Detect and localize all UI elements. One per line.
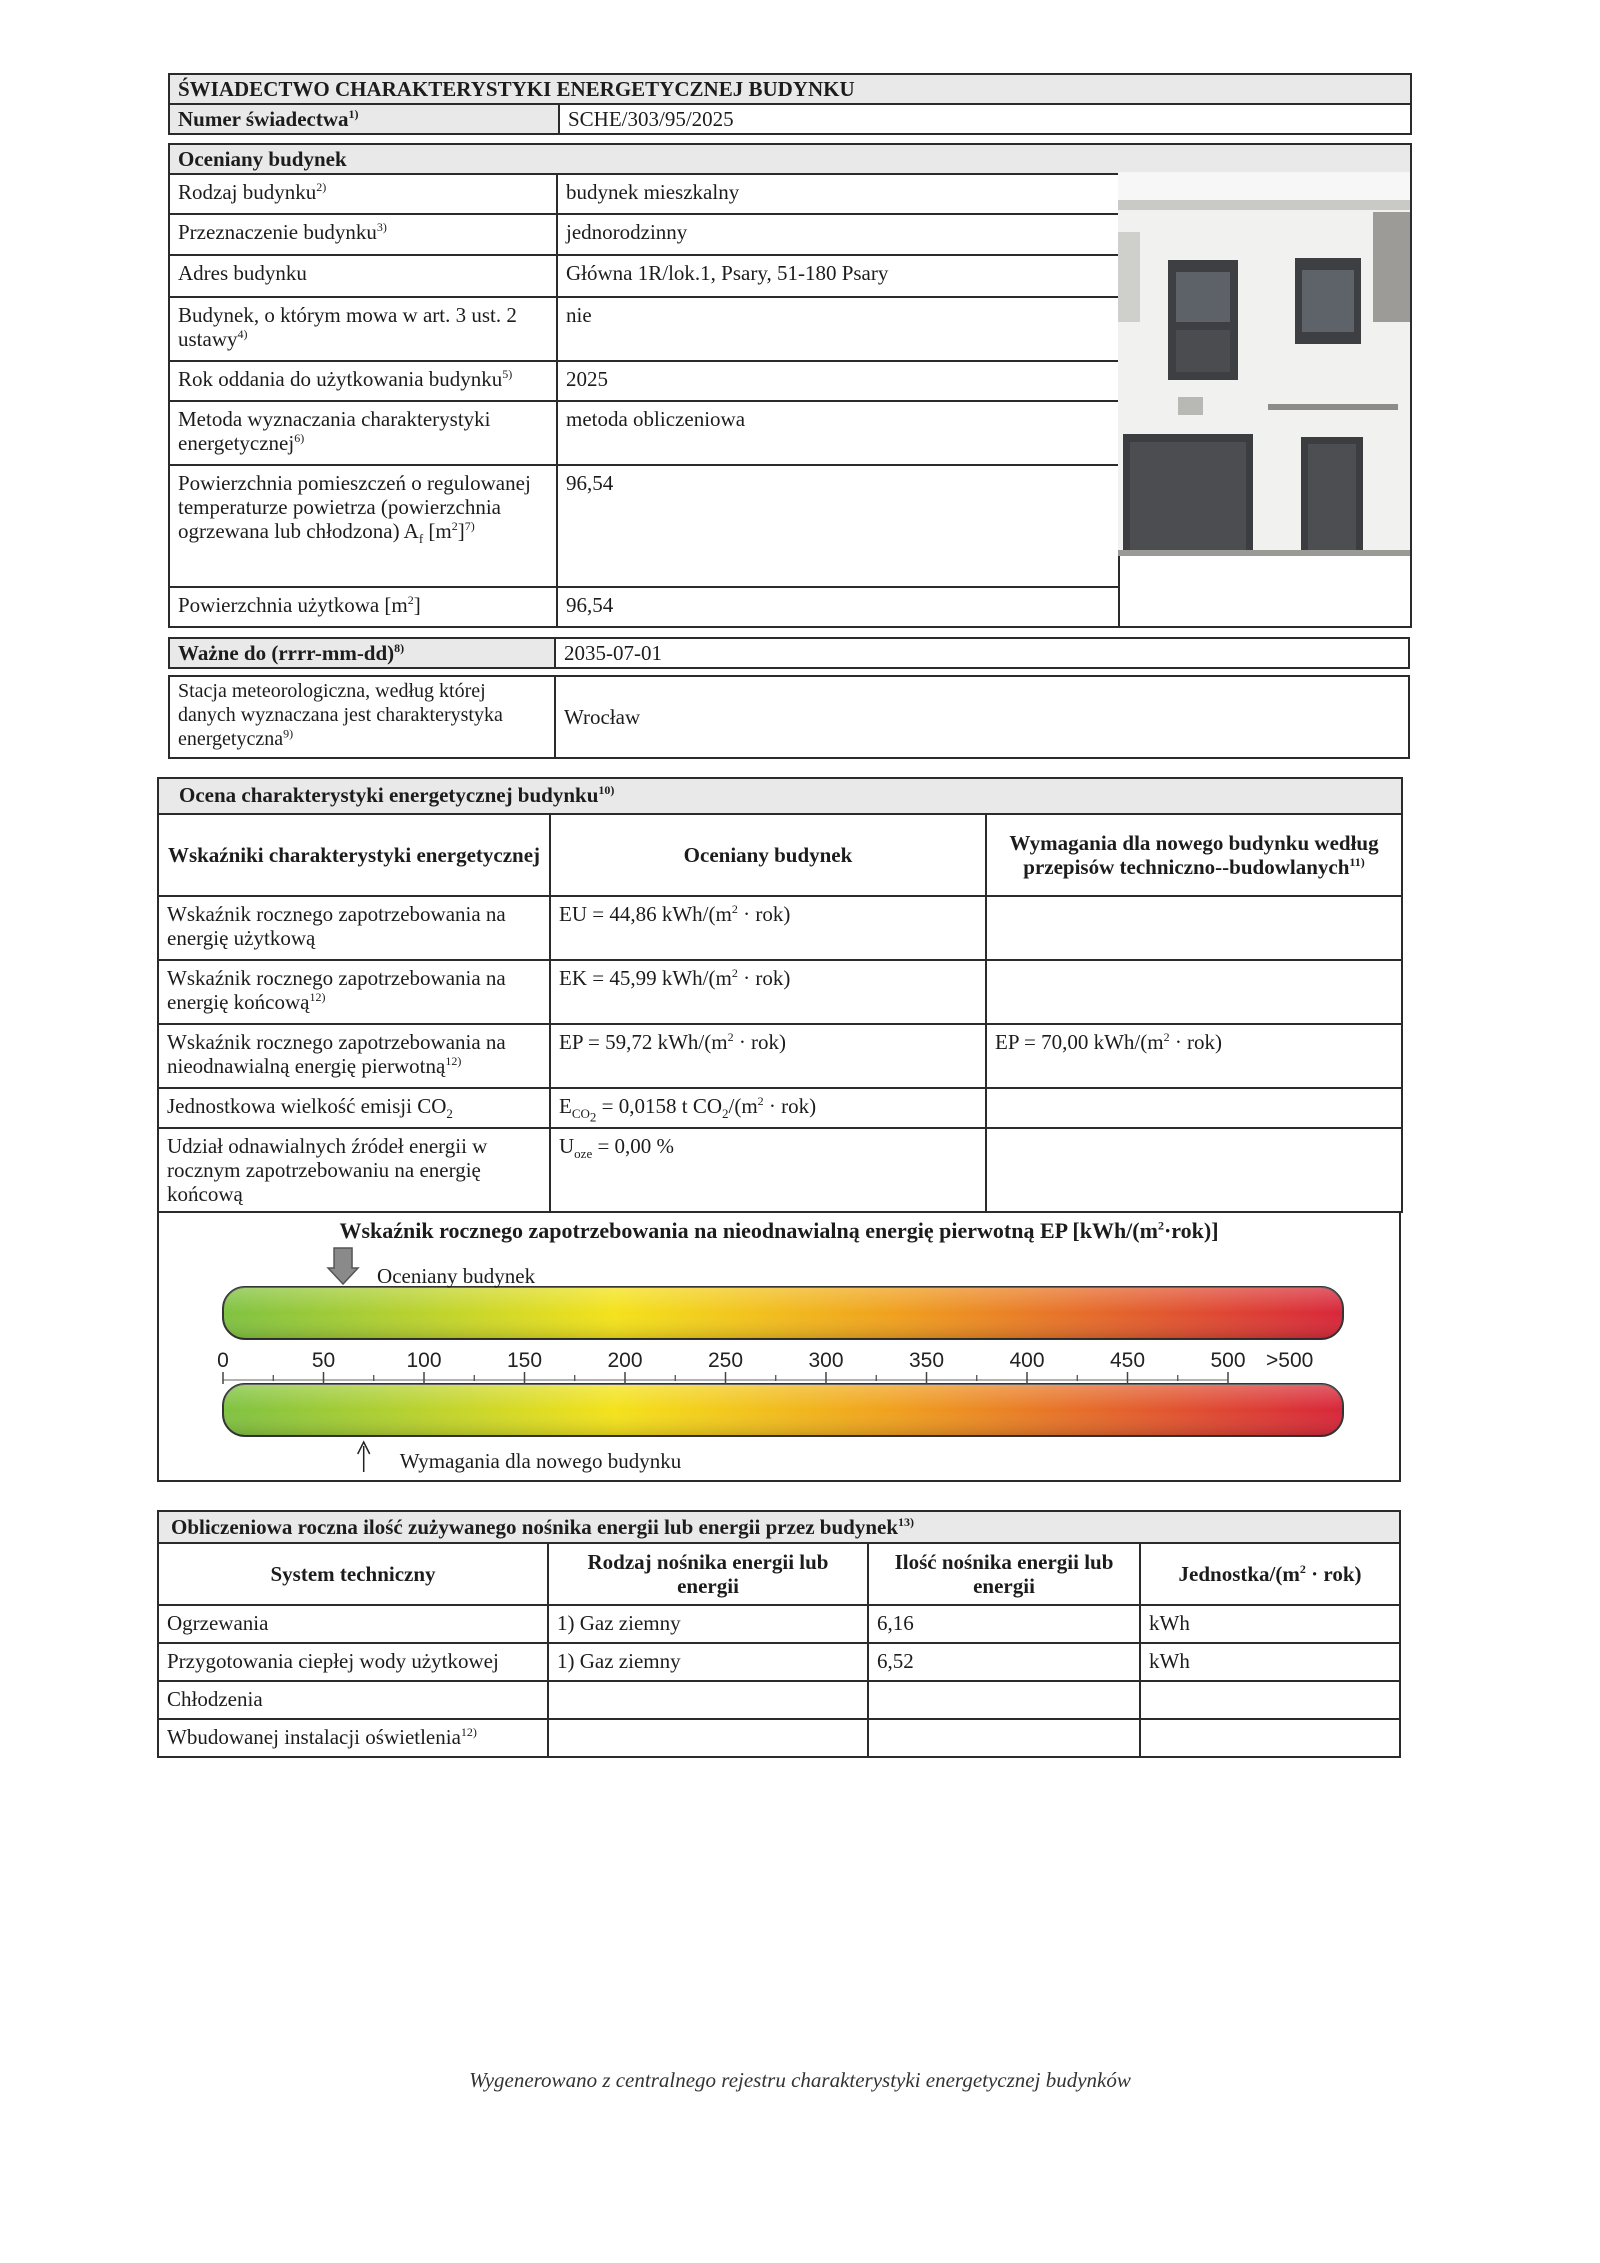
carrier-unit-hot-water: kWh [1140, 1643, 1400, 1681]
building-address-value: Główna 1R/lok.1, Psary, 51-180 Psary [557, 255, 1119, 297]
commissioning-year-label [169, 361, 557, 401]
carrier-amount-heating: 6,16 [868, 1605, 1140, 1643]
indicators-column-header: Wskaźniki charakterystyki energetycznej [158, 814, 550, 896]
label-text: Jednostkowa wielkość emisji CO [167, 1094, 447, 1118]
value-text: EK = 45,99 kWh/(m [559, 966, 732, 990]
unit-text: · rok) [1169, 1030, 1223, 1054]
value-text: EU = 44,86 kWh/(m [559, 902, 732, 926]
footnote-ref: 5) [502, 367, 513, 381]
rated-building-arrow-icon [328, 1248, 358, 1284]
ep-scale-tick-label: 200 [607, 1349, 643, 1372]
carrier-amount-lighting [868, 1719, 1140, 1757]
footnote-ref: 3) [376, 220, 387, 234]
label-text: Rok oddania do użytkowania budynku [178, 367, 503, 391]
ek-indicator-label [158, 960, 550, 1024]
footnote-ref: 7) [464, 519, 475, 533]
building-type-value: budynek mieszkalny [557, 174, 1119, 214]
eu-indicator-value [550, 896, 986, 960]
rated-building-marker-label: Oceniany budynek [377, 1264, 536, 1288]
energy-carrier-table [157, 1510, 1401, 1758]
weather-station-value: Wrocław [555, 676, 1409, 758]
value-text: EP = 70,00 kWh/(m [995, 1030, 1164, 1054]
ep-requirement-value [986, 1024, 1402, 1088]
building-address-label: Adres budynku [169, 255, 557, 297]
title-text: ·rok)] [1163, 1218, 1219, 1243]
system-column-header: System techniczny [158, 1543, 548, 1605]
building-photo [1118, 172, 1410, 556]
ep-scale-tick-label: 50 [311, 1349, 336, 1372]
document-title [169, 74, 1411, 104]
subscript: oze [574, 1146, 593, 1162]
footnote-ref: 13) [898, 1515, 915, 1529]
co2-requirement-value [986, 1088, 1402, 1128]
superscript: 2 [451, 519, 458, 533]
title-text: Ocena charakterystyki energetycznej budynku [179, 783, 599, 807]
carrier-type-heating: 1) Gaz ziemny [548, 1605, 868, 1643]
subscript: 2 [722, 1106, 729, 1122]
label-text: Wskaźnik rocznego zapotrzebowania na energię końcową [167, 966, 506, 1014]
ep-scale-tick-label: 250 [707, 1349, 744, 1372]
assessment-table [157, 777, 1403, 1213]
assessment-section-title [158, 778, 1402, 814]
requirement-marker-label: Wymagania dla nowego budynku [399, 1449, 682, 1473]
ep-scale-bar-bottom-shade [223, 1384, 1343, 1436]
certificate-number-label [169, 104, 559, 134]
footnote-ref: 1) [348, 107, 359, 121]
renewable-share-requirement [986, 1128, 1402, 1212]
spacer [169, 668, 1409, 676]
ep-scale-tick-label: 350 [908, 1349, 945, 1372]
carrier-type-column-header: Rodzaj nośnika energii lub energii [548, 1543, 868, 1605]
superscript: 2 [1163, 1030, 1170, 1044]
value-text: U [559, 1134, 575, 1158]
ep-scale [157, 1212, 1401, 1482]
valid-until-label [169, 638, 555, 668]
carrier-amount-column-header: Ilość nośnika energii lub energii [868, 1543, 1140, 1605]
ep-scale-tick-label: 450 [1109, 1349, 1146, 1372]
ep-scale-bar-top-shade [223, 1287, 1343, 1339]
superscript: 2 [757, 1094, 764, 1108]
carrier-unit-heating: kWh [1140, 1605, 1400, 1643]
label-text: Przeznaczenie budynku [178, 220, 377, 244]
carrier-unit-cooling [1140, 1681, 1400, 1719]
ep-scale-graphic [159, 1212, 1399, 1482]
unit-text: · rok) [737, 902, 791, 926]
label-text: ] [413, 593, 421, 617]
ep-scale-tick-label: 400 [1009, 1349, 1045, 1372]
carrier-system-lighting [158, 1719, 548, 1757]
carrier-amount-cooling [868, 1681, 1140, 1719]
superscript: 2 [727, 1030, 734, 1044]
footnote-ref: 8) [394, 641, 405, 655]
ek-indicator-value [550, 960, 986, 1024]
ep-scale-tick-label: 300 [808, 1349, 844, 1372]
label-text: Metoda wyznaczania charakterystyki energetycznej [178, 407, 491, 455]
value-text: E [559, 1094, 572, 1118]
eu-requirement-value [986, 896, 1402, 960]
carrier-type-lighting [548, 1719, 868, 1757]
heated-area-label [169, 465, 557, 587]
footnote-ref: 11) [1349, 855, 1365, 869]
value-text: /(m [728, 1094, 758, 1118]
footnote-ref: 9) [283, 726, 294, 741]
weather-station-label [169, 676, 555, 758]
footnote-ref: 2) [316, 180, 327, 194]
ep-scale-tick-label: 500 [1210, 1349, 1246, 1372]
ek-requirement-value [986, 960, 1402, 1024]
commissioning-year-value: 2025 [557, 361, 1119, 401]
carrier-type-cooling [548, 1681, 868, 1719]
building-section-title: Oceniany budynek [169, 144, 1411, 174]
certificate-header [168, 73, 1412, 135]
valid-until-value: 2035-07-01 [555, 638, 1409, 668]
title-text: Wskaźnik rocznego zapotrzebowania na nieodnawialną energię pierwotną EP [kWh/(m [339, 1218, 1158, 1243]
ep-scale-tick-label: >500 [1266, 1349, 1314, 1372]
ep-indicator-value [550, 1024, 986, 1088]
footer-note: Wygenerowano z centralnego rejestru charakterystyki energetycznej budynków [469, 2068, 1131, 2092]
subscript [571, 1106, 597, 1125]
co2-emission-label [158, 1088, 550, 1128]
ep-scale-tick-label: 100 [406, 1349, 442, 1372]
footnote-ref: 10) [598, 783, 615, 797]
document-title-text: ŚWIADECTWO CHARAKTERYSTYKI ENERGETYCZNEJ BUDYNKU [178, 77, 855, 101]
superscript: 2 [407, 593, 414, 607]
superscript: 2 [731, 966, 738, 980]
requirements-column-header [986, 814, 1402, 896]
label-text: Budynek, o którym mowa w art. 3 ust. 2 ustawy [178, 303, 517, 351]
footnote-ref: 4) [237, 327, 248, 341]
title-text: Obliczeniowa roczna ilość zużywanego nośnika energii lub energii przez budynek [171, 1515, 899, 1539]
label-text: Wbudowanej instalacji oświetlenia [167, 1725, 461, 1749]
label-text: [m [423, 519, 452, 543]
label-text: Powierzchnia pomieszczeń o regulowanej temperaturze powietrza (powierzchnia ogrzewana lub chłodzona) A [178, 471, 531, 543]
unit-text: · rok) [763, 1094, 817, 1118]
label-text: Rodzaj budynku [178, 180, 317, 204]
label-text: Wskaźnik rocznego zapotrzebowania na nieodnawialną energię pierwotną [167, 1030, 506, 1078]
validity-table [168, 637, 1410, 759]
label-text: Ważne do (rrrr-mm-dd) [178, 641, 395, 665]
calc-method-label [169, 401, 557, 465]
unit-text: · rok) [733, 1030, 787, 1054]
co2-emission-value [550, 1088, 986, 1128]
renewable-share-value [550, 1128, 986, 1212]
value-text: = 0,00 % [592, 1134, 675, 1158]
header-text: Jednostka/(m [1178, 1562, 1300, 1586]
header-text: · rok) [1305, 1562, 1362, 1586]
ep-scale-tick-label: 150 [506, 1349, 543, 1372]
renewable-share-label: Udział odnawialnych źródeł energii w rocznym zapotrzebowaniu na energię końcową [158, 1128, 550, 1212]
heated-area-value: 96,54 [557, 465, 1119, 587]
label-text: Powierzchnia użytkowa [m [178, 593, 408, 617]
ep-scale-tick-label: 0 [217, 1349, 229, 1372]
subscript: 2 [589, 1109, 597, 1125]
superscript: 2 [731, 902, 738, 916]
building-purpose-value: jednorodzinny [557, 214, 1119, 255]
unit-column-header [1140, 1543, 1400, 1605]
carrier-section-title [158, 1511, 1400, 1543]
footnote-ref: 12) [445, 1054, 462, 1068]
carrier-amount-hot-water: 6,52 [868, 1643, 1140, 1681]
footnote-ref: 12) [460, 1725, 477, 1739]
calc-method-value: metoda obliczeniowa [557, 401, 1119, 465]
carrier-type-hot-water: 1) Gaz ziemny [548, 1643, 868, 1681]
ep-indicator-label [158, 1024, 550, 1088]
subscript: f [418, 531, 424, 547]
label-text: ] [457, 519, 465, 543]
subscript: 2 [446, 1106, 453, 1122]
carrier-system-heating: Ogrzewania [158, 1605, 548, 1643]
superscript: 2 [1299, 1562, 1306, 1576]
usable-area-label [169, 587, 557, 627]
art3-building-value: nie [557, 297, 1119, 361]
value-text: EP = 59,72 kWh/(m [559, 1030, 728, 1054]
certificate-number-label-text: Numer świadectwa [178, 107, 349, 131]
header-text: Wymagania dla nowego budynku według przepisów techniczno--budowlanych [1009, 831, 1379, 879]
footnote-ref: 12) [309, 990, 326, 1004]
usable-area-value: 96,54 [557, 587, 1119, 627]
eu-indicator-label: Wskaźnik rocznego zapotrzebowania na energię użytkową [158, 896, 550, 960]
building-photo-image [1118, 172, 1410, 556]
subscript-text: CO [571, 1106, 590, 1122]
certificate-number-value: SCHE/303/95/2025 [559, 104, 1411, 134]
label-text: Stacja meteorologiczna, według której danych wyznaczana jest charakterystyka energetyczna [178, 680, 503, 750]
carrier-system-cooling: Chłodzenia [158, 1681, 548, 1719]
art3-building-label [169, 297, 557, 361]
superscript: 2 [1157, 1218, 1164, 1233]
value-text: = 0,0158 t CO [596, 1094, 722, 1118]
rated-building-column-header: Oceniany budynek [550, 814, 986, 896]
building-type-label [169, 174, 557, 214]
carrier-system-hot-water: Przygotowania ciepłej wody użytkowej [158, 1643, 548, 1681]
building-purpose-label [169, 214, 557, 255]
carrier-unit-lighting [1140, 1719, 1400, 1757]
footnote-ref: 6) [294, 431, 305, 445]
unit-text: · rok) [737, 966, 791, 990]
